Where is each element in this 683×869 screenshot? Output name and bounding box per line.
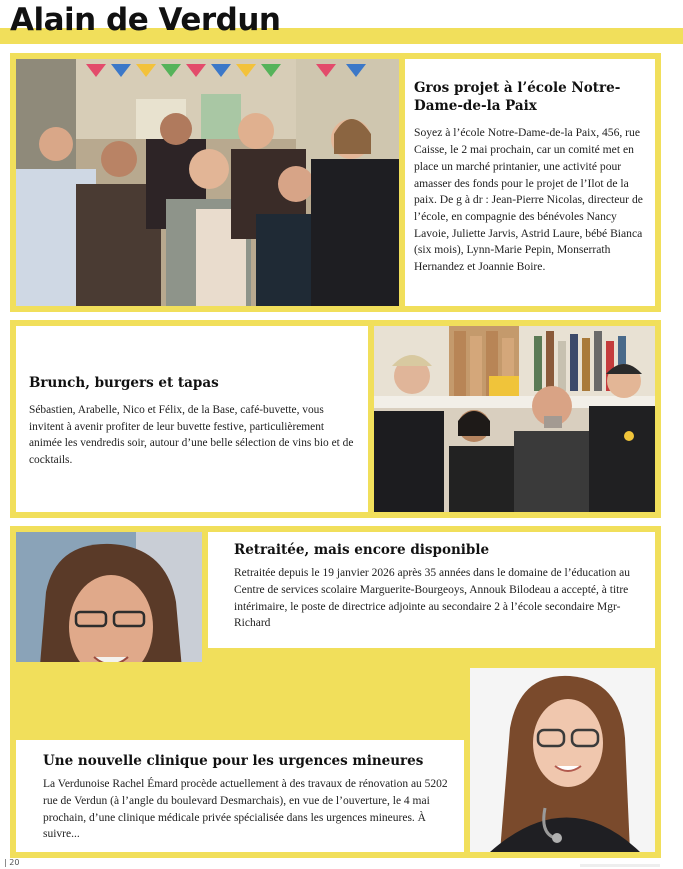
article-photo-cafe bbox=[374, 326, 655, 512]
article-text-panel bbox=[405, 59, 655, 306]
article-headline: Brunch, burgers et tapas bbox=[29, 375, 219, 391]
page-title: Alain de Verdun bbox=[10, 2, 281, 38]
article-photo-doctor bbox=[470, 668, 655, 852]
footer-strip bbox=[580, 864, 660, 867]
page-footer bbox=[0, 858, 683, 869]
page-header bbox=[0, 0, 683, 48]
article-body: Sébastien, Arabelle, Nico et Félix, de la Base, café-buvette, vous invitent à avenir profiter de leur buvette festive, particulièrement animée les vendredis soir, autour d’une belle sélection de vins bio et de cocktails. bbox=[29, 404, 354, 466]
article-headline: Une nouvelle clinique pour les urgences mineures bbox=[43, 753, 424, 769]
article-text-panel bbox=[208, 532, 655, 648]
article-body: La Verdunoise Rachel Émard procède actuellement à des travaux de rénovation au 5202 rue de Verdun (à l’angle du boulevard Desmarchais), en vue de l’ouverture, le 4 mai prochain, d’une clinique médicale privée spécialisée dans les urgences mineures. À suivre... bbox=[43, 778, 448, 841]
article-card-cafe bbox=[10, 320, 661, 518]
article-body: Retraitée depuis le 19 janvier 2026 après 35 années dans le domaine de l’éducation au Centre de services scolaire Marguerite-Bourgeoys, Annouk Bilodeau a accepté, à titre intérimaire, le poste de directrice adjointe au secondaire 2 à l’école secondaire Mgr-Richard bbox=[234, 567, 630, 630]
article-card-clinic bbox=[10, 662, 661, 858]
article-headline: Retraitée, mais encore disponible bbox=[234, 542, 490, 558]
article-photo-group bbox=[16, 59, 399, 306]
article-text-panel bbox=[16, 740, 464, 852]
article-card-school bbox=[10, 53, 661, 312]
page-number: | 20 bbox=[4, 858, 20, 867]
article-body: Soyez à l’école Notre-Dame-de-la Paix, 456, rue Caisse, le 2 mai prochain, car un comité met en place un marché printanier, une activité pour amasser des fonds pour le projet de l’Ilot de la paix. De g à dr : Jean-Pierre Nicolas, directeur de l’école, en compagnie des bénévoles Nancy Lavoie, Juliette Jarvis, Astrid Laure, bébé Bianca (six mois), Lynn-Marie Pepin, Monserrath Hernandez et Joannie Boire. bbox=[414, 126, 643, 273]
article-headline: Gros projet à l’école Notre-Dame-de-la Paix bbox=[414, 80, 621, 115]
article-text-panel bbox=[16, 326, 368, 512]
